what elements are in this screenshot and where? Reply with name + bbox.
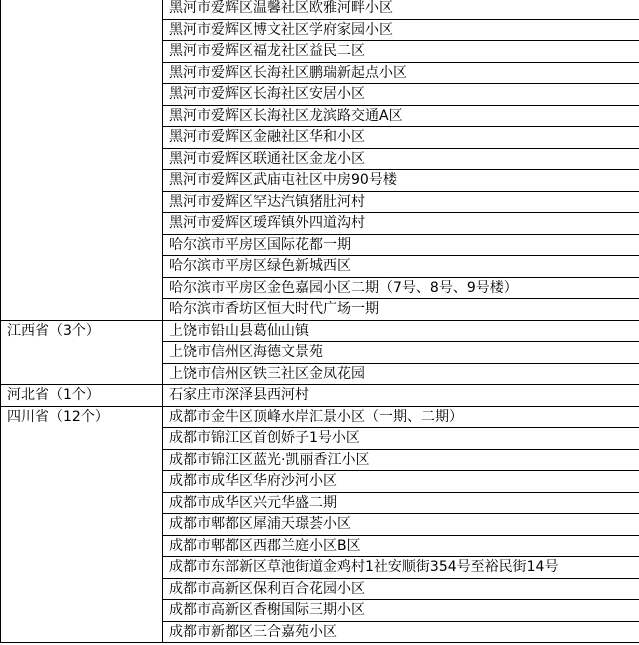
community-cell: 成都市高新区保利百合花园小区 [163,578,639,600]
community-cell: 黑河市爱辉区长海社区鹏瑞新起点小区 [163,62,639,84]
community-cell: 成都市郫都区西郡兰庭小区B区 [163,535,639,557]
community-cell: 黑河市爱辉区长海社区龙滨路交通A区 [163,105,639,127]
community-cell: 成都市东部新区草池街道金鸡村1社安顺街354号至裕民街14号 [163,557,639,579]
community-cell: 成都市郫都区犀浦天璟荟小区 [163,514,639,536]
community-cell: 哈尔滨市平房区国际花都一期 [163,234,639,256]
province-cell: 河北省（1个） [1,385,163,407]
community-cell: 成都市高新区香榭国际三期小区 [163,600,639,622]
community-cell: 哈尔滨市香坊区恒大时代广场一期 [163,299,639,321]
community-cell: 成都市成华区华府沙河小区 [163,471,639,493]
community-list-body [1,0,639,643]
community-cell: 黑河市爱辉区金融社区华和小区 [163,127,639,149]
community-cell: 黑河市爱辉区武庙屯社区中房90号楼 [163,170,639,192]
table-row [1,385,639,407]
community-cell: 哈尔滨市平房区金色嘉园小区二期（7号、8号、9号楼） [163,277,639,299]
community-cell: 石家庄市深泽县西河村 [163,385,639,407]
community-cell: 上饶市信州区海德文景苑 [163,342,639,364]
community-cell: 成都市金牛区顶峰水岸汇景小区（一期、二期） [163,406,639,428]
community-cell: 黑河市爱辉区温馨社区欧雅河畔小区 [163,0,639,19]
community-cell: 黑河市爱辉区联通社区金龙小区 [163,148,639,170]
community-cell: 成都市成华区兴元华盛二期 [163,492,639,514]
province-cell: 四川省（12个） [1,406,163,643]
community-cell: 上饶市铅山县葛仙山镇 [163,320,639,342]
community-cell: 黑河市爱辉区福龙社区益民二区 [163,41,639,63]
community-cell: 成都市锦江区首创娇子1号小区 [163,428,639,450]
community-cell: 成都市锦江区蓝光·凯丽香江小区 [163,449,639,471]
community-cell: 黑河市爱辉区瑷珲镇外四道沟村 [163,213,639,235]
community-cell: 黑河市爱辉区博文社区学府家园小区 [163,19,639,41]
community-cell: 黑河市爱辉区长海社区安居小区 [163,84,639,106]
table-row [1,0,639,19]
table-row [1,406,639,428]
community-cell: 成都市新都区三合嘉苑小区 [163,621,639,643]
province-cell: 江西省（3个） [1,320,163,385]
province-cell [1,0,163,320]
table-row [1,320,639,342]
community-cell: 上饶市信州区铁三社区金凤花园 [163,363,639,385]
community-cell: 黑河市爱辉区罕达汽镇猪肚河村 [163,191,639,213]
community-cell: 哈尔滨市平房区绿色新城西区 [163,256,639,278]
